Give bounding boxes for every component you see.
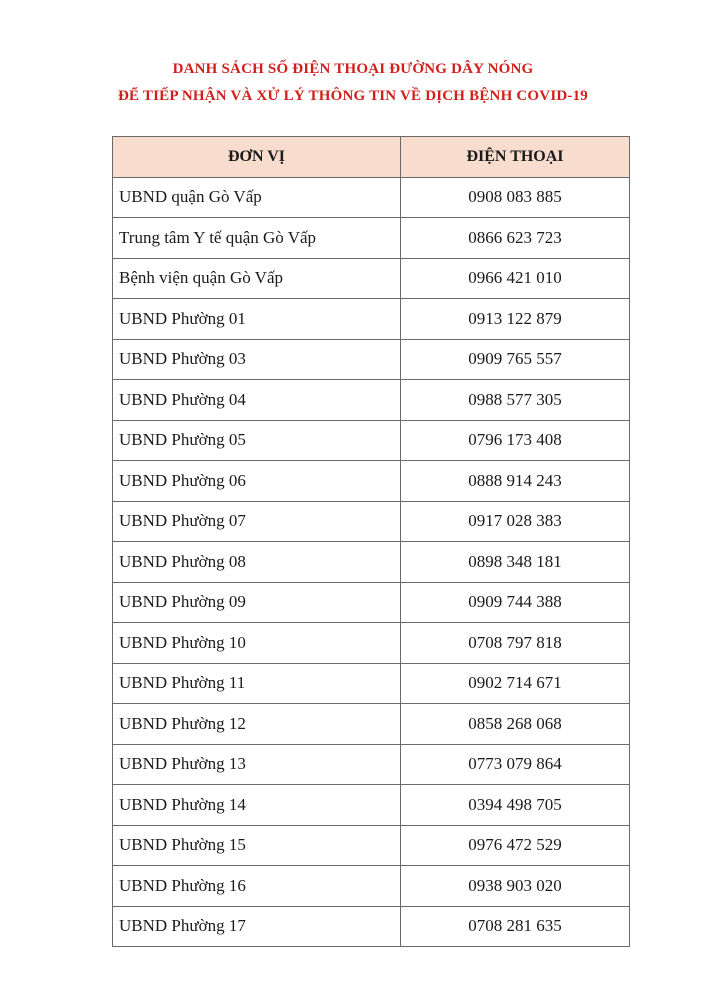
phone-cell: 0394 498 705 [401,785,630,826]
phone-cell: 0909 744 388 [401,582,630,623]
table-row [113,542,630,583]
unit-cell: UBND Phường 16 [113,866,401,907]
table-row [113,663,630,704]
table-row [113,866,630,907]
phone-cell: 0858 268 068 [401,704,630,745]
phone-cell: 0898 348 181 [401,542,630,583]
table-row [113,744,630,785]
unit-cell: UBND Phường 13 [113,744,401,785]
phone-cell: 0773 079 864 [401,744,630,785]
table-row [113,825,630,866]
phone-cell: 0913 122 879 [401,299,630,340]
unit-cell: UBND Phường 05 [113,420,401,461]
unit-cell: UBND Phường 12 [113,704,401,745]
phone-cell: 0976 472 529 [401,825,630,866]
unit-cell: UBND Phường 17 [113,906,401,947]
unit-cell: UBND Phường 07 [113,501,401,542]
unit-cell: UBND Phường 10 [113,623,401,664]
document-title-line-1: DANH SÁCH SỐ ĐIỆN THOẠI ĐƯỜNG DÂY NÓNG [172,61,534,77]
table-row [113,623,630,664]
unit-cell: Bệnh viện quận Gò Vấp [113,258,401,299]
phone-cell: 0866 623 723 [401,218,630,259]
table-row [113,461,630,502]
table-row [113,420,630,461]
unit-cell: UBND Phường 15 [113,825,401,866]
table-row [113,785,630,826]
table-row [113,177,630,218]
table-header-row [113,137,630,178]
table-row [113,258,630,299]
unit-cell: UBND Phường 11 [113,663,401,704]
phone-cell: 0708 797 818 [401,623,630,664]
phone-cell: 0888 914 243 [401,461,630,502]
column-header-unit: ĐƠN VỊ [113,137,401,178]
phone-cell: 0796 173 408 [401,420,630,461]
hotline-table [112,136,630,947]
table-row [113,704,630,745]
table-row [113,501,630,542]
phone-cell: 0938 903 020 [401,866,630,907]
phone-cell: 0966 421 010 [401,258,630,299]
phone-cell: 0917 028 383 [401,501,630,542]
table-row [113,582,630,623]
column-header-phone: ĐIỆN THOẠI [401,137,630,178]
unit-cell: UBND Phường 08 [113,542,401,583]
unit-cell: UBND Phường 03 [113,339,401,380]
phone-cell: 0909 765 557 [401,339,630,380]
unit-cell: UBND Phường 14 [113,785,401,826]
unit-cell: UBND Phường 09 [113,582,401,623]
phone-cell: 0902 714 671 [401,663,630,704]
unit-cell: UBND Phường 06 [113,461,401,502]
table-row [113,299,630,340]
unit-cell: UBND Phường 01 [113,299,401,340]
unit-cell: Trung tâm Y tế quận Gò Vấp [113,218,401,259]
table-row [113,906,630,947]
unit-cell: UBND quận Gò Vấp [113,177,401,218]
phone-cell: 0988 577 305 [401,380,630,421]
unit-cell: UBND Phường 04 [113,380,401,421]
phone-cell: 0708 281 635 [401,906,630,947]
table-row [113,380,630,421]
table-row [113,218,630,259]
phone-cell: 0908 083 885 [401,177,630,218]
table-row [113,339,630,380]
document-title-line-2: ĐỂ TIẾP NHẬN VÀ XỬ LÝ THÔNG TIN VỀ DỊCH BỆNH COVID-19 [118,88,588,104]
